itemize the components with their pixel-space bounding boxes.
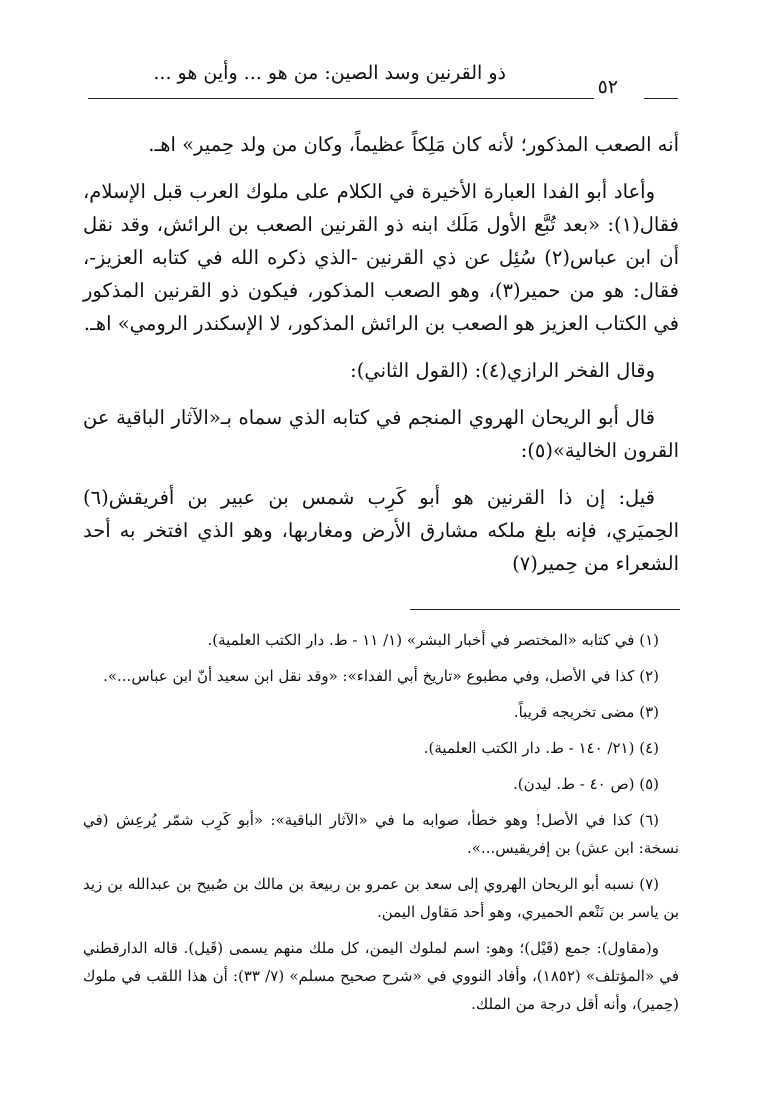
paragraph: قال أبو الريحان الهروي المنجم في كتابه الذي سماه بـ«الآثار الباقية عن القرون الخالية»(٥):: [83, 406, 679, 462]
header-rule: [88, 98, 594, 99]
footnote: (٣) مضى تخريجه قريباً.: [513, 703, 659, 721]
paragraph: وأعاد أبو الفدا العبارة الأخيرة في الكلام على ملوك العرب قبل الإسلام، فقال(١): «بعد تُبَّع الأول مَلَك ابنه ذو القرنين الصعب بن الرائش، وقد نقل أن ابن عباس(٢) سُئِل عن ذي القرنين -الذي ذكره الله في كتابه العزيز-، فقال: هو من حمير(٣)، وهو الصعب المذكور، فيكون ذو القرنين المذكور في الكتاب العزيز هو الصعب بن الرائش المذكور، لا الإسكندر الرومي» اهـ.: [83, 180, 679, 335]
running-title: ذو القرنين وسد الصين: من هو ... وأين هو ...: [153, 62, 506, 84]
header-rule-short: [644, 98, 678, 99]
footnote: (٤) (٢١/ ١٤٠ - ط. دار الكتب العلمية).: [423, 739, 659, 757]
main-text: [83, 128, 679, 594]
paragraph: أنه الصعب المذكور؛ لأنه كان مَلِكاً عظيماً، وكان من ولد حِمير» اهـ.: [148, 133, 679, 156]
footnote: (٢) كذا في الأصل، وفي مطبوع «تاريخ أبي الفداء»: «وقد نقل ابن سعيد أنّ ابن عباس...».: [103, 667, 659, 685]
footnote-separator: [410, 609, 680, 610]
footnote: (١) في كتابه «المختصر في أخبار البشر» (١/ ١١ - ط. دار الكتب العلمية).: [207, 631, 659, 649]
page-number: ٥٢: [597, 76, 618, 98]
footnote: (٦) كذا في الأصل! وهو خطأ، صوابه ما في «الآثار الباقية»: «أبو كَرِب شمّر يُرعِش (في نسخة: ابن عش) بن إفريقيس...».: [83, 811, 679, 857]
footnotes: [83, 626, 679, 1026]
footnote: (٥) (ص ٤٠ - ط. ليدن).: [512, 775, 659, 793]
page-header: [88, 56, 678, 102]
paragraph: وقال الفخر الرازي(٤): (القول الثاني):: [350, 359, 655, 382]
paragraph: قيل: إن ذا القرنين هو أبو كَرِب شمس بن عبير بن أفريقش(٦) الحِميَري، فإنه بلغ ملكه مشارق الأرض ومغاربها، وهو الذي افتخر به أحد الشعراء من حِمير(٧): [83, 486, 679, 575]
footnote: و(مقاول): جمع (قَيْل)؛ وهو: اسم لملوك اليمن، كل ملك منهم يسمى (قَيل). قاله الدارقطني في «المؤتلف» (١٨٥٢)، وأفاد النووي في «شرح صحيح مسلم» (٧/ ٣٣): أن هذا اللقب في ملوك (حِمير)، وأنه أقل درجة من الملك.: [83, 939, 679, 1013]
footnote: (٧) نسبه أبو الريحان الهروي إلى سعد بن عمرو بن ربيعة بن مالك بن صُبيح بن عبدالله بن زيد بن ياسر بن نَنْعم الحميري، وهو أحد مَقاول اليمن.: [83, 875, 679, 921]
